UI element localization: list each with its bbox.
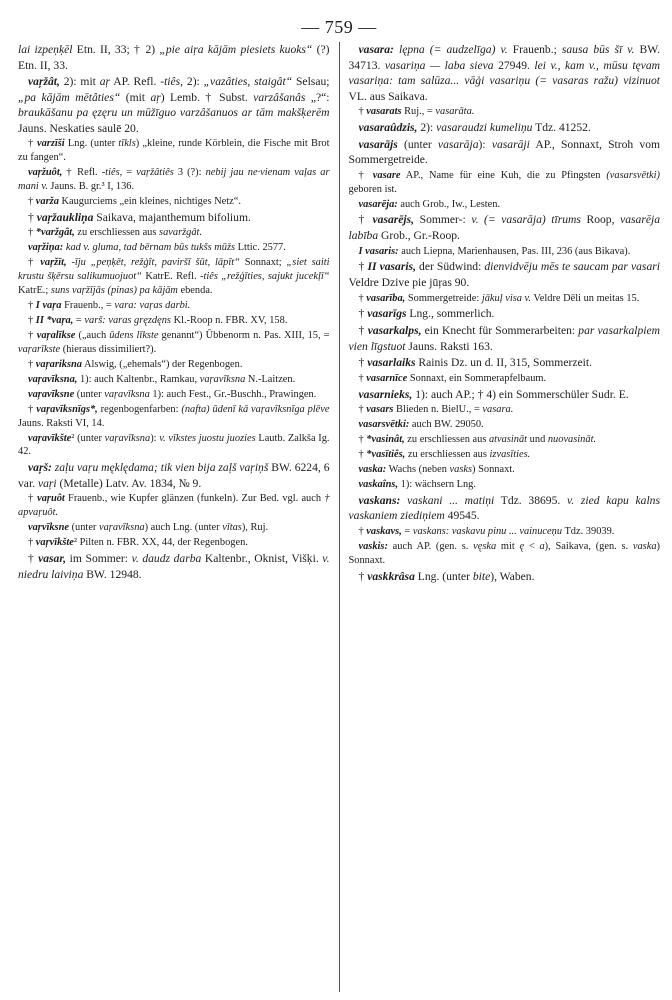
entry-text: † xyxy=(28,358,36,370)
left-column xyxy=(18,42,339,992)
dictionary-entry xyxy=(18,329,330,357)
entry-text: † xyxy=(358,324,368,337)
entry-headword: vasaraûdzis, xyxy=(358,121,418,135)
entry-text: † xyxy=(28,315,36,327)
dictionary-entry xyxy=(349,306,661,322)
dictionary-entry xyxy=(18,210,330,226)
entry-text: KatrE.; xyxy=(18,285,51,297)
entry-text: † xyxy=(358,433,367,445)
entry-text: Blieden n. BielU., = xyxy=(393,404,483,416)
entry-text: † Refl. xyxy=(62,167,102,179)
entry-headword: vaskkrâsa xyxy=(367,569,415,583)
entry-text: † xyxy=(28,210,37,224)
entry-headword: vaŗvīkšte xyxy=(35,537,74,549)
entry-headword: vasarnieks, xyxy=(358,387,413,401)
two-column-layout xyxy=(18,42,660,992)
entry-text: ) Lemb. † Subst. xyxy=(160,90,254,104)
dictionary-entry xyxy=(18,137,330,165)
entry-text: Lttic. 2577. xyxy=(235,242,286,254)
entry-text: BW. 34713. xyxy=(348,43,660,72)
entry-text: BW. 6224, 6 var. xyxy=(18,461,330,490)
entry-text: ): xyxy=(478,137,492,151)
entry-text: Rainis Dz. un d. II, 315, Sommerzeit. xyxy=(415,356,592,370)
entry-text: = xyxy=(122,167,137,179)
entry-headword: vaŗžaukliņa xyxy=(36,210,94,224)
entry-example: vītas xyxy=(222,522,242,534)
dictionary-entry xyxy=(349,448,661,462)
entry-text: ) Sonnaxt. xyxy=(472,463,515,475)
entry-text: der Südwind: xyxy=(415,260,485,274)
entry-text: Grob., Gr.-Roop. xyxy=(378,229,460,242)
entry-text: Frauenb., wie Kupfer glänzen (funkeln). Zur Bed. vgl. auch xyxy=(64,493,325,505)
entry-headword: vaskans: xyxy=(358,493,401,507)
dictionary-entry xyxy=(18,521,330,535)
entry-example: atvasināt xyxy=(488,433,528,445)
entry-headword: vaŗuôt xyxy=(37,493,65,505)
dictionary-entry xyxy=(18,226,330,240)
entry-text: Alswig, („ehemals“) der Regenbogen. xyxy=(82,358,243,370)
entry-example: kad v. gluma, tad bērnam būs tukšs mūžs xyxy=(65,242,236,254)
entry-text: N.-Laitzen. xyxy=(245,373,296,385)
entry-example: -īju „peņķēt, režģīt, paviršī šūt, lāpīt“ xyxy=(71,257,240,269)
dictionary-entry xyxy=(349,105,661,119)
entry-headword: vaŗžiņa: xyxy=(28,242,64,254)
entry-text: (unter xyxy=(74,388,105,400)
entry-text: Lng., sommerlich. xyxy=(406,307,495,321)
entry-example: jākuļ visa v. xyxy=(481,292,531,304)
entry-text: (unter xyxy=(68,522,99,534)
entry-example: nebij jau ne·vienam vaļas ar mani v. xyxy=(18,167,330,192)
entry-example: v. niedru laiviņa xyxy=(18,552,330,581)
entry-text: Sommergetreide: xyxy=(405,292,482,304)
dictionary-entry xyxy=(18,42,330,73)
entry-text: BW. 12948. xyxy=(83,567,142,581)
entry-text: † xyxy=(28,403,37,415)
dictionary-entry xyxy=(18,551,330,582)
entry-text: 2): xyxy=(417,121,437,135)
entry-example: „pie aiŗa kājām piesiets kuoks“ xyxy=(159,43,313,56)
entry-example: lępna (= audzelīga) v. xyxy=(398,43,508,56)
entry-headword: vasarats xyxy=(366,106,402,118)
entry-headword: vaŗavīkšte xyxy=(28,432,72,444)
dictionary-entry xyxy=(349,387,661,403)
entry-text: Tdz. 39039. xyxy=(562,525,615,537)
entry-text: ): xyxy=(150,432,160,444)
dictionary-entry xyxy=(18,403,330,431)
entry-text: ² Pilten n. FBR. XX, 44, der Regenbogen. xyxy=(73,537,248,549)
entry-example: suns vaŗžījās (pinas) pa kājām xyxy=(50,285,178,297)
entry-headword: vaŗš: xyxy=(28,461,52,475)
entry-headword: I vaŗa xyxy=(35,300,62,312)
entry-example: vaŗavīksna xyxy=(99,522,145,534)
entry-example: lai izpeņķēl xyxy=(18,43,73,56)
entry-text: † xyxy=(28,552,39,566)
entry-text: Jauns. Raksti 163. xyxy=(405,339,493,353)
dictionary-entry xyxy=(18,166,330,194)
entry-headword: vasarnīce xyxy=(366,372,408,384)
entry-text: ), Waben. xyxy=(490,569,535,583)
entry-example: v. (= vasarāja) tīrums xyxy=(471,213,581,227)
entry-text: † xyxy=(28,493,38,505)
entry-text: † xyxy=(28,257,41,269)
dictionary-entry xyxy=(18,460,330,491)
entry-text: (hieraus dissimiliert?). xyxy=(60,343,157,355)
dictionary-entry xyxy=(18,256,330,298)
entry-text: („auch xyxy=(75,329,110,341)
entry-headword: vasarājs xyxy=(358,137,398,151)
entry-example: vęska xyxy=(473,540,497,552)
dictionary-entry xyxy=(18,299,330,313)
entry-text: † xyxy=(358,260,368,274)
entry-example: (vasarsvētki) xyxy=(606,169,660,181)
entry-text: 49545. xyxy=(444,509,480,523)
entry-headword: vasarlaiks xyxy=(367,356,416,370)
entry-text: † xyxy=(358,372,367,384)
entry-text: Kaugurciems „ein kleines, nichtiges Netz“. xyxy=(58,195,241,207)
entry-headword: vasarējs, xyxy=(372,213,415,227)
dictionary-entry xyxy=(349,463,661,477)
entry-example: vaŗarīkste xyxy=(18,343,61,355)
dictionary-entry xyxy=(349,569,661,585)
dictionary-entry xyxy=(349,259,661,290)
entry-text: im Sommer: xyxy=(66,552,132,566)
page-number-value: 759 xyxy=(324,17,354,37)
entry-example: vaŗavīksna xyxy=(199,373,246,385)
dictionary-entry xyxy=(18,314,330,328)
entry-headword: vasars xyxy=(366,404,394,416)
entry-text: ), Ruj. xyxy=(241,522,269,534)
entry-example: vasariņa — laba sieva xyxy=(384,58,494,72)
entry-text: Tdz. 41252. xyxy=(532,121,591,135)
entry-example: „siet saiti krustu šķērsu salikumuojuot“ xyxy=(18,257,330,283)
entry-text: † xyxy=(28,227,36,239)
entry-text: Veldre Dēli un meitas 15. xyxy=(531,292,640,304)
entry-headword: II *vaŗa, xyxy=(35,315,74,327)
entry-text: AP. Refl. xyxy=(110,75,161,89)
entry-text: ebenda. xyxy=(177,285,213,297)
entry-text: † xyxy=(358,525,367,537)
entry-text: † xyxy=(358,292,367,304)
entry-text: ein Knecht für Sommerarbeiten: xyxy=(421,324,579,337)
entry-headword: *vasinât, xyxy=(366,433,405,445)
entry-headword: varzīši xyxy=(36,138,65,150)
entry-text: Selsau; xyxy=(292,75,330,89)
entry-headword: vasarīgs xyxy=(367,307,407,321)
entry-example: aŗ xyxy=(99,75,111,89)
entry-example: v. zied kapu kalns vaskaniem ziediņiem xyxy=(348,493,660,523)
entry-example: vasarēja labība xyxy=(348,213,660,242)
entry-example: lei v., kam v., mūsu tęvam vasariņa: tam salūza... vāģi vasariņu (= vasaras ražu) vizinuot xyxy=(348,58,660,88)
entry-text: Etn. II, 33; † 2) xyxy=(72,43,160,56)
entry-text: Sonnaxt, ein Sommerapfelbaum. xyxy=(407,372,547,384)
entry-text: Sommer-: xyxy=(414,213,472,227)
entry-text: Lng. (unter xyxy=(414,569,473,583)
entry-example: tīkls xyxy=(118,138,136,150)
entry-text: 2): xyxy=(183,75,204,89)
entry-example: vasks xyxy=(449,463,473,475)
right-column xyxy=(339,42,661,992)
entry-text: Lautb. Zalkša Ig. 42. xyxy=(18,432,330,458)
entry-text: = xyxy=(73,315,85,327)
entry-example: vaskans: vaskavu pinu ... vainuceņu xyxy=(412,525,563,537)
entry-example: ę xyxy=(519,540,525,552)
entry-text: (?) Etn. II, 33. xyxy=(18,43,330,72)
entry-text: zu erschliessen aus xyxy=(404,433,489,445)
entry-text: ² (unter xyxy=(71,432,105,444)
dictionary-entry xyxy=(18,74,330,136)
entry-text: 3 (?): xyxy=(173,167,206,179)
entry-text: regenbogenfarben: xyxy=(97,403,182,415)
entry-headword: vaŗariksna xyxy=(35,358,82,370)
entry-text: Wachs (neben xyxy=(386,463,450,475)
entry-example: savaržgât. xyxy=(159,227,203,239)
dictionary-entry xyxy=(349,292,661,306)
entry-text: † xyxy=(358,169,373,181)
entry-example: ūdens līkste xyxy=(109,329,159,341)
entry-text: † xyxy=(358,106,367,118)
dictionary-entry xyxy=(18,358,330,372)
entry-headword: vaŗavīksna, xyxy=(28,373,78,385)
dictionary-entry xyxy=(349,198,661,212)
entry-text: KatrE. Refl. xyxy=(141,271,200,283)
entry-text: auch BW. 29050. xyxy=(409,419,484,430)
entry-text: und xyxy=(527,433,548,445)
entry-headword: vaskaîns, xyxy=(358,478,399,490)
dictionary-entry xyxy=(349,137,661,168)
dictionary-entry xyxy=(18,195,330,209)
entry-text: † xyxy=(358,307,368,321)
entry-text: AP., Sonnaxt, Stroh vom Sommergetreide. xyxy=(348,137,660,167)
entry-example: vasarāja xyxy=(437,137,479,151)
entry-text: auch AP. (gen. s. xyxy=(387,540,474,552)
entry-headword: vaska: xyxy=(358,463,387,475)
entry-headword: vaŗalīkse xyxy=(36,329,76,341)
entry-headword: vasare xyxy=(372,169,401,181)
entry-example: nuovasināt. xyxy=(547,433,597,445)
entry-headword: vaŗavīksnīgs*, xyxy=(36,403,98,415)
entry-headword: vaŗžât, xyxy=(28,75,60,89)
entry-text: † xyxy=(358,213,373,227)
entry-example: varš: varas gręzdęns xyxy=(84,315,171,327)
entry-headword: *varžgât, xyxy=(35,227,75,239)
entry-example: vasaraudzi kumeliņu xyxy=(436,121,533,135)
entry-example: v. vīkstes juostu juozies xyxy=(159,432,256,444)
entry-text: VL. aus Saikava. xyxy=(348,89,428,103)
entry-headword: vasarēja: xyxy=(358,198,398,210)
entry-text: auch Liepna, Marienhausen, Pas. III, 236 (aus Bikava). xyxy=(398,245,631,257)
entry-text: † xyxy=(358,356,368,370)
dictionary-entry xyxy=(18,241,330,255)
entry-headword: *vasītiês, xyxy=(366,448,406,460)
entry-headword: varža xyxy=(35,195,59,207)
entry-headword: vaskavs, xyxy=(366,525,402,537)
entry-text: = xyxy=(401,525,413,537)
entry-text: † xyxy=(28,138,37,150)
entry-example: „pa kājām mētâties“ xyxy=(18,90,121,104)
entry-text: Kl.-Roop n. FBR. XV, 158. xyxy=(170,315,288,327)
entry-text: Ruj., = xyxy=(401,106,436,118)
dictionary-entry xyxy=(349,493,661,524)
entry-text: 1): wächsern Lng. xyxy=(398,478,476,490)
entry-text: Jauns. B. gr.³ I, 136. xyxy=(47,181,135,192)
entry-headword: vasarība, xyxy=(366,292,406,304)
entry-text: † xyxy=(28,195,36,207)
entry-example: vaŗavīksna xyxy=(104,388,150,400)
dictionary-entry xyxy=(349,540,661,568)
entry-headword: vaŗžīt, xyxy=(40,257,67,269)
dictionary-entry xyxy=(349,525,661,539)
entry-text: Saikava, majanthemum bifolium. xyxy=(93,210,251,224)
entry-text: „?“: xyxy=(305,90,330,104)
dictionary-entry xyxy=(18,388,330,402)
dictionary-entry xyxy=(349,418,661,432)
dictionary-entry xyxy=(349,323,661,354)
entry-text: † xyxy=(28,329,37,341)
entry-text: Frauenb.; xyxy=(507,43,562,56)
entry-text: 1): auch Kaltenbr., Ramkau, xyxy=(77,373,200,385)
entry-headword: vasar, xyxy=(38,552,67,566)
entry-example: † apvaŗuôt. xyxy=(18,493,330,519)
entry-headword: vaŗžuôt, xyxy=(28,167,63,179)
entry-text: ) „kleine, runde Körblein, die Fische mit Brot zu fangen“. xyxy=(18,138,330,164)
entry-example: izvasīties. xyxy=(489,448,531,460)
dictionary-entry xyxy=(349,478,661,492)
entry-example: sausa būs šī v. xyxy=(561,43,635,56)
entry-example: vasarāta. xyxy=(435,106,475,118)
entry-text: auch Grob., Iw., Lesten. xyxy=(397,198,501,210)
entry-example: v. daudz darba xyxy=(131,552,202,566)
entry-headword: vaŗavīksne xyxy=(28,388,75,400)
entry-example: „vazâties, staigât“ xyxy=(203,75,293,89)
entry-text: † xyxy=(28,300,36,312)
entry-example: bite xyxy=(472,569,491,583)
dictionary-entry xyxy=(349,42,661,104)
dictionary-entry xyxy=(349,433,661,447)
dictionary-entry xyxy=(349,120,661,136)
entry-example: vaŗi xyxy=(37,476,57,490)
dictionary-entry xyxy=(349,212,661,243)
page-number: — 759 — xyxy=(301,17,377,37)
entry-headword: I vasaris: xyxy=(358,245,399,257)
entry-text: Roop, xyxy=(580,213,621,227)
entry-example: braukāšanu pa ęzęru un mūžīguo varzâšanuos ar tām makšķerēm xyxy=(18,106,330,120)
entry-text: mit xyxy=(496,540,520,552)
entry-text: Veldre Dzive pie jūŗas 90. xyxy=(348,276,470,289)
dictionary-entry xyxy=(18,536,330,550)
entry-text: geboren ist. xyxy=(348,183,397,195)
entry-text: genannt“) Ūbbenorm n. Pas. XIII, 15, = xyxy=(158,329,330,341)
entry-text: ) auch Lng. (unter xyxy=(144,522,223,534)
entry-example: a xyxy=(539,540,545,552)
entry-text: Frauenb., = xyxy=(61,300,115,312)
dictionary-entry xyxy=(18,492,330,520)
entry-headword: vasarsvētki: xyxy=(358,419,410,430)
entry-example: dienvidvēju mēs te saucam par vasari xyxy=(484,260,660,274)
entry-text: zu erschliessen aus xyxy=(405,448,490,460)
entry-example: vara: vaŗas darbi. xyxy=(114,300,191,312)
entry-text: (Metalle) Latv. Av. 1834, № 9. xyxy=(56,476,202,490)
entry-text: ) Sonnaxt. xyxy=(348,540,660,566)
entry-text: zu erschliessen aus xyxy=(74,227,160,239)
entry-text: † xyxy=(358,404,367,416)
entry-example: par vasarkalpiem vien līgstuot xyxy=(348,324,660,353)
entry-example: vaskani ... matiņi xyxy=(407,493,495,507)
entry-text: Jauns. Neskaties saulē 20. xyxy=(18,121,139,135)
entry-example: vaŗžâtiês xyxy=(136,167,174,179)
entry-text: 27949. xyxy=(493,58,535,72)
entry-text: † xyxy=(358,448,367,460)
entry-example: zaļu vaŗu męklędama; tik vien bija zaļš vaŗiņš xyxy=(54,461,269,475)
entry-example: -tiês, xyxy=(101,167,123,179)
entry-text: ), Saikava, (gen. s. xyxy=(544,540,633,552)
entry-text: 1): auch Fest., Gr.-Buschh., Prawingen. xyxy=(149,388,317,400)
entry-text: Lng. (unter xyxy=(64,138,119,150)
entry-example: (nafta) ūdenī kā vaŗavīksnīga plēve xyxy=(181,403,330,415)
entry-example: -tiês, xyxy=(160,75,184,89)
entry-text: (mit xyxy=(120,90,151,104)
entry-text: Kaltenbr., Oknist, Višķi. xyxy=(201,552,323,566)
entry-example: vasara. xyxy=(482,404,514,416)
dictionary-entry xyxy=(18,432,330,460)
entry-text: † xyxy=(28,537,36,549)
entry-text: Tdz. 38695. xyxy=(494,493,567,507)
entry-text: 1): auch AP.; † 4) ein Sommerschüler Sudr. E. xyxy=(412,387,629,401)
entry-text: 2): mit xyxy=(59,75,100,89)
dictionary-entry xyxy=(349,372,661,386)
entry-headword: vaskis: xyxy=(358,540,388,552)
entry-headword: II vasaris, xyxy=(367,260,416,274)
dictionary-entry xyxy=(349,245,661,259)
dictionary-entry xyxy=(349,403,661,417)
entry-headword: vaŗvīksne xyxy=(28,522,69,534)
dictionary-entry xyxy=(349,169,661,197)
entry-example: vaŗavīksna xyxy=(104,432,151,444)
entry-text: † xyxy=(358,569,368,583)
entry-text: Sonnaxt; xyxy=(239,257,287,269)
entry-example: vasarāji xyxy=(491,137,530,151)
entry-example: vaska xyxy=(632,540,657,552)
entry-example: aŗ xyxy=(150,90,161,104)
entry-headword: vasara: xyxy=(358,43,394,56)
entry-text: (unter xyxy=(397,137,438,151)
entry-headword: vasarkalps, xyxy=(367,324,422,337)
entry-example: varzâšanâs xyxy=(253,90,306,104)
dictionary-entry xyxy=(349,355,661,371)
dictionary-entry xyxy=(18,373,330,387)
entry-text: < xyxy=(524,540,540,552)
entry-example: -tiês „režģīties, sajukt jucekļī“ xyxy=(199,271,330,283)
entry-text: Jauns. Raksti VI, 14. xyxy=(18,417,105,429)
entry-text: AP., Name für eine Kuh, die zu Pfingsten xyxy=(400,169,607,181)
